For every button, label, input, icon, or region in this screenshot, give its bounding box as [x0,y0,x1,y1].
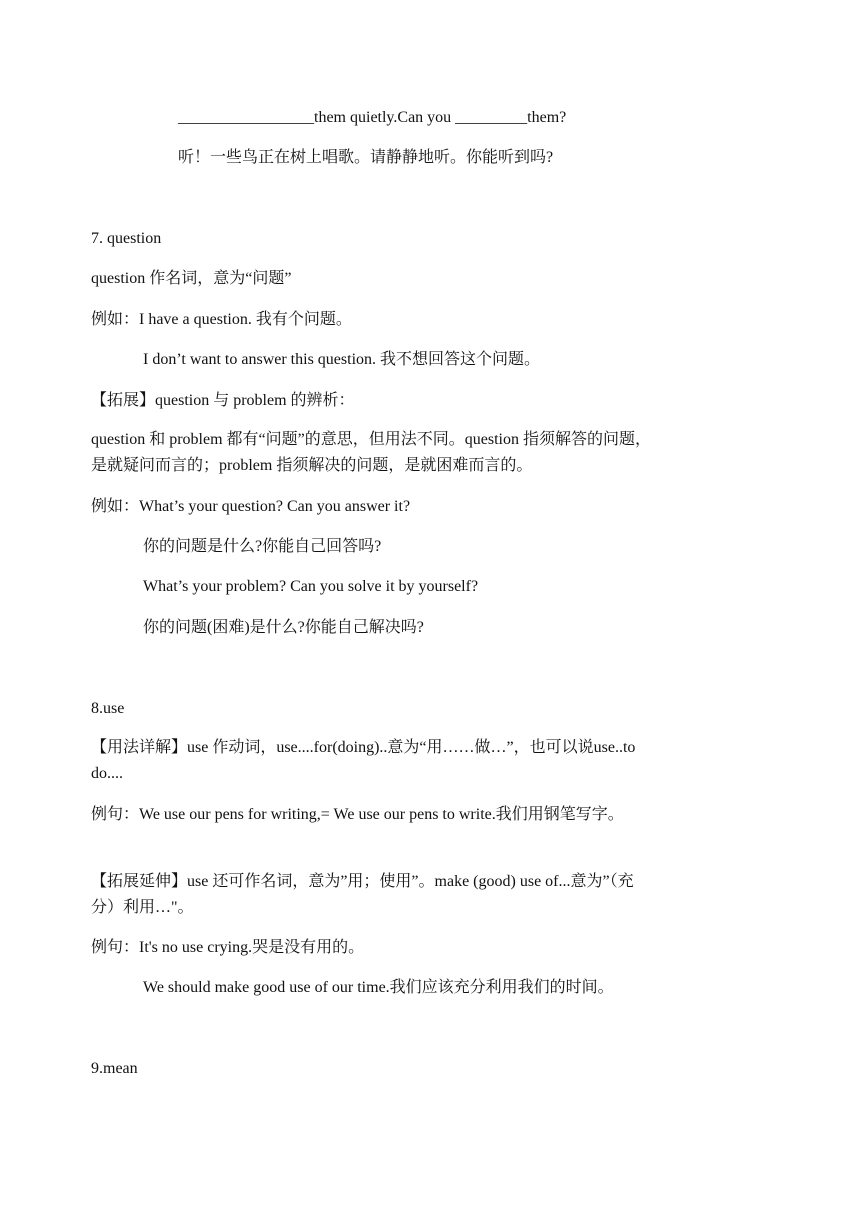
use-example-1: 例句：We use our pens for writing,= We use our pens to write.我们用钢笔写字。 [91,806,624,823]
question-definition: question 作名词，意为“问题” [91,270,292,287]
use-example-3: We should make good use of our time.我们应该充分利用我们的时间。 [143,979,614,996]
use-usage-detail: 【用法详解】use 作动词，use....for(doing)..意为“用……做…”，也可以说use..to do.... [91,739,636,782]
question-example-1: 例如：I have a question. 我有个问题。 [91,311,352,328]
question-example-3: 例如：What’s your question? Can you answer it? [91,498,411,515]
question-example-4: 你的问题是什么?你能自己回答吗? [143,538,382,555]
use-extension: 【拓展延伸】use 还可作名词，意为”用；使用”。make (good) use of...意为”（充分）利用…"。 [91,873,634,916]
question-example-5: What’s your problem? Can you solve it by yourself? [143,578,479,595]
section-heading-use: 8.use [91,700,125,717]
chinese-translation: 听！一些鸟正在树上唱歌。请静静地听。你能听到吗? [178,149,554,166]
section-heading-question: 7. question [91,230,162,247]
use-example-2: 例句：It's no use crying.哭是没有用的。 [91,939,365,956]
section-heading-mean: 9.mean [91,1060,138,1077]
question-example-2: I don’t want to answer this question. 我不想回答这个问题。 [143,351,541,368]
fill-in-blank-sentence: _________________them quietly.Can you _________them? [178,109,567,126]
question-example-6: 你的问题(困难)是什么?你能自己解决吗? [143,619,424,636]
question-extension-body: question 和 problem 都有“问题”的意思，但用法不同。question 指须解答的问题，是就疑问而言的；problem 指须解决的问题，是就困难而言的。 [91,431,651,474]
question-extension-heading: 【拓展】question 与 problem 的辨析： [91,392,355,409]
